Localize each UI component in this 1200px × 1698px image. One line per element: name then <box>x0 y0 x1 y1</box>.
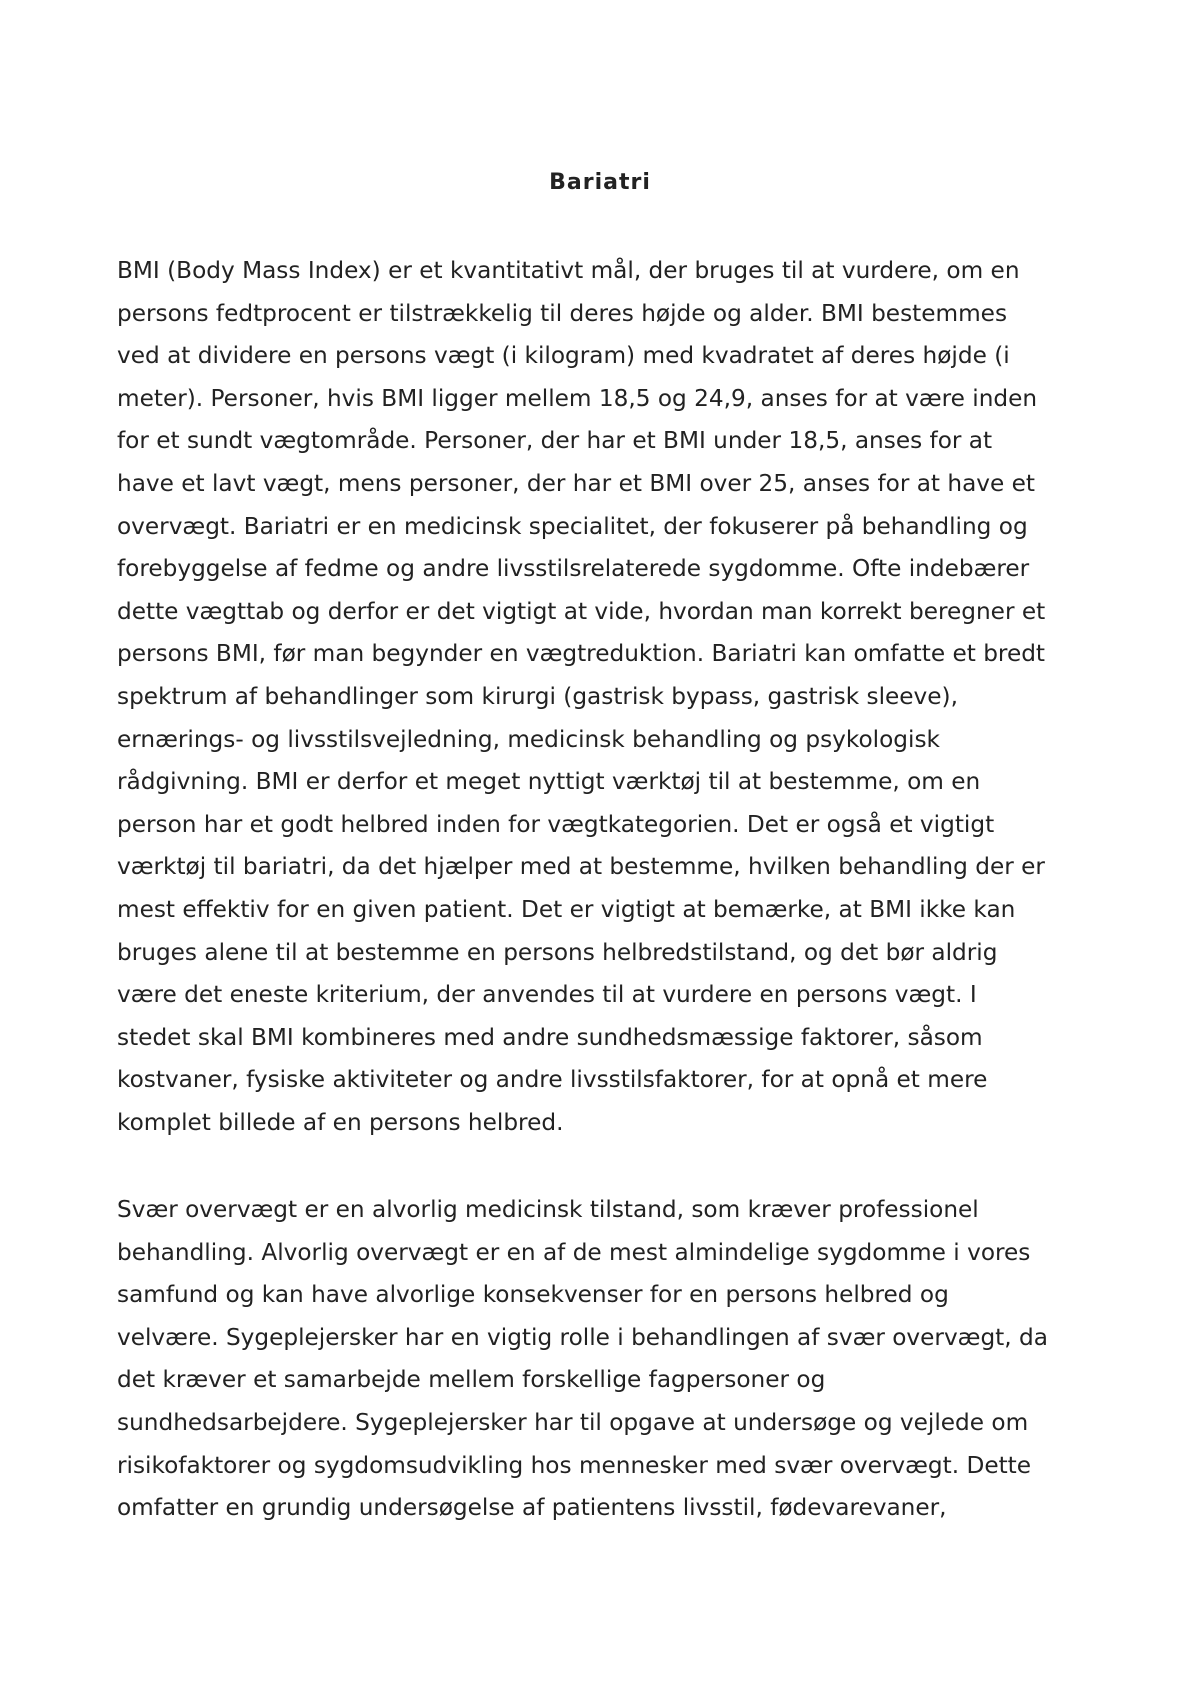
text-line: bruges alene til at bestemme en persons helbredstilstand, og det bør aldrig <box>117 938 998 966</box>
text-line: ernærings- og livsstilsvejledning, medicinsk behandling og psykologisk <box>117 725 940 753</box>
text-line: komplet billede af en persons helbred. <box>117 1108 564 1136</box>
text-line: Svær overvægt er en alvorlig medicinsk tilstand, som kræver professionel <box>117 1196 979 1223</box>
text-line: forebyggelse af fedme og andre livsstilsrelaterede sygdomme. Ofte indebærer <box>117 555 1030 583</box>
text-line: ved at dividere en persons vægt (i kilogram) med kvadratet af deres højde (i <box>117 342 1010 370</box>
paragraph-svaer-overvaegt <box>117 1189 1048 1530</box>
text-line: person har et godt helbred inden for vægtkategorien. Det er også et vigtigt <box>117 810 995 838</box>
text-line: persons fedtprocent er tilstrækkelig til deres højde og alder. BMI bestemmes <box>117 299 1008 327</box>
text-line: omfatter en grundig undersøgelse af patientens livsstil, fødevarevaner, <box>117 1494 947 1522</box>
text-line: velvære. Sygeplejersker har en vigtig rolle i behandlingen af svær overvægt, da <box>117 1323 1048 1351</box>
text-line: være det eneste kriterium, der anvendes til at vurdere en persons vægt. I <box>117 981 977 1009</box>
text-line: spektrum af behandlinger som kirurgi (gastrisk bypass, gastrisk sleeve), <box>117 682 958 710</box>
text-line: dette vægttab og derfor er det vigtigt at vide, hvordan man korrekt beregner et <box>117 597 1046 625</box>
text-line: sundhedsarbejdere. Sygeplejersker har til opgave at undersøge og vejlede om <box>117 1408 1029 1436</box>
text-line: stedet skal BMI kombineres med andre sundhedsmæssige faktorer, såsom <box>117 1023 983 1051</box>
text-line: have et lavt vægt, mens personer, der har et BMI over 25, anses for at have et <box>117 469 1036 497</box>
text-line: det kræver et samarbejde mellem forskellige fagpersoner og <box>117 1366 826 1394</box>
text-line: for et sundt vægtområde. Personer, der har et BMI under 18,5, anses for at <box>117 427 993 455</box>
paragraph-bmi <box>117 250 1045 1144</box>
text-line: samfund og kan have alvorlige konsekvenser for en persons helbred og <box>117 1281 949 1309</box>
text-line: risikofaktorer og sygdomsudvikling hos mennesker med svær overvægt. Dette <box>117 1451 1032 1479</box>
text-line: kostvaner, fysiske aktiviteter og andre livsstilsfaktorer, for at opnå et mere <box>117 1066 988 1094</box>
text-line: mest effektiv for en given patient. Det er vigtigt at bemærke, at BMI ikke kan <box>117 895 1016 923</box>
text-line: overvægt. Bariatri er en medicinsk specialitet, der fokuserer på behandling og <box>117 512 1028 540</box>
text-line: rådgivning. BMI er derfor et meget nyttigt værktøj til at bestemme, om en <box>117 768 981 796</box>
text-line: persons BMI, før man begynder en vægtreduktion. Bariatri kan omfatte et bredt <box>117 640 1046 668</box>
text-line: BMI (Body Mass Index) er et kvantitativt mål, der bruges til at vurdere, om en <box>117 257 1020 284</box>
document-title: Bariatri <box>549 170 651 195</box>
text-line: værktøj til bariatri, da det hjælper med at bestemme, hvilken behandling der er <box>117 853 1045 881</box>
text-line: behandling. Alvorlig overvægt er en af de mest almindelige sygdomme i vores <box>117 1238 1031 1266</box>
text-line: meter). Personer, hvis BMI ligger mellem 18,5 og 24,9, anses for at være inden <box>117 384 1038 412</box>
